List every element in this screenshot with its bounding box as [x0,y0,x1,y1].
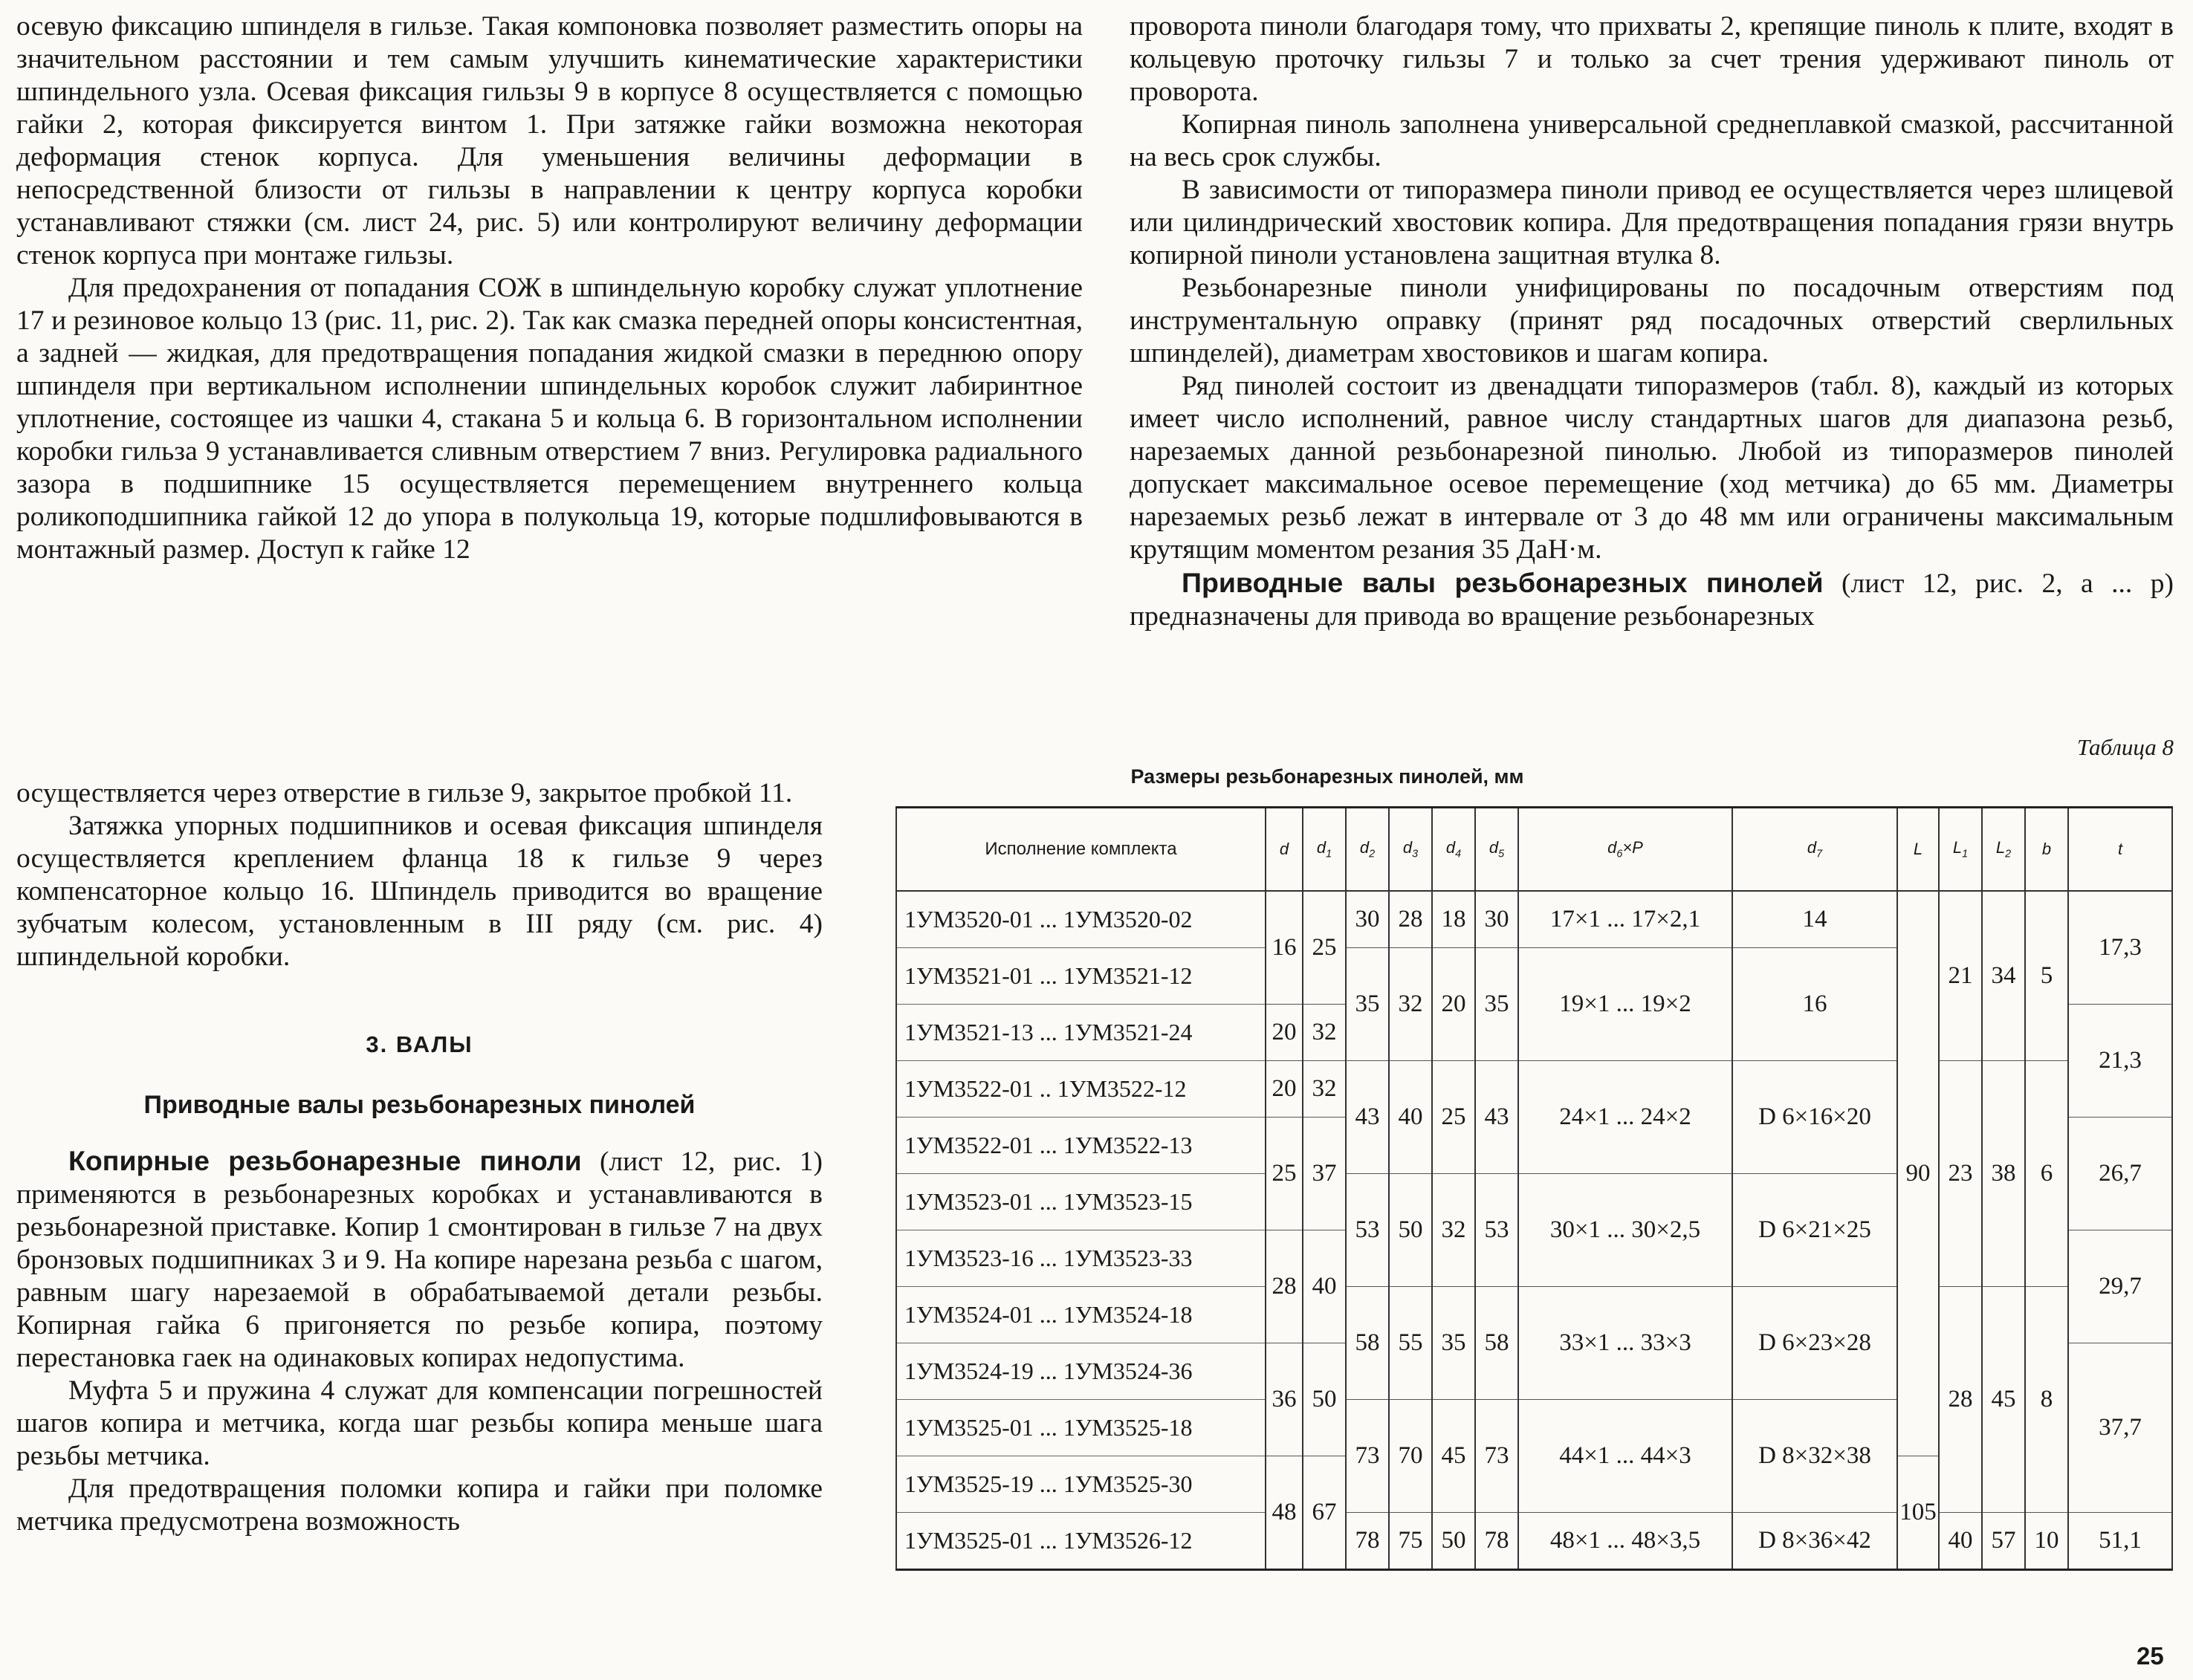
header-subscript: 5 [1498,848,1505,860]
cell-t: 37,7 [2068,1343,2172,1513]
cell-d7: 14 [1732,891,1897,948]
cell-d4: 25 [1432,1061,1475,1174]
header-subscript: 7 [1816,848,1823,860]
paragraph: В зависимости от типоразмера пиноли привод ее осуществляется через шлицевой или цилиндрический хвостовик копира. Для предотвращения попадания грязи внутрь копирной пиноли установлена защитная втулка 8. [1130,175,2174,270]
cell-d3: 28 [1389,891,1432,948]
cell-d5: 58 [1475,1287,1518,1400]
paragraph: Затяжка упорных подшипников и осевая фиксация шпинделя осуществляется креплением фланца 18 к гильзе 9 через компенсаторное кольцо 16. Шпиндель приводится во вращение зубчатым колесом, установленным в III ряду (см. рис. 4) шпиндельной коробки. [16,811,823,972]
col-header-d6p [1518,808,1732,892]
cell-d5: 53 [1475,1174,1518,1287]
col-header-L: L [1897,808,1939,892]
dimensions-table [895,806,2173,1571]
cell-model: 1УМ3524-01 ... 1УМ3524-18 [896,1287,1266,1343]
cell-d: 36 [1266,1343,1303,1456]
cell-d2: 30 [1346,891,1389,948]
subsection-title: Приводные валы резьбонарезных пинолей [143,1091,696,1119]
cell-d5: 30 [1475,891,1518,948]
col-header-t: t [2068,808,2172,892]
cell-L2: 34 [1982,891,2025,1061]
header-symbol: L [1952,838,1963,857]
cell-d6p: 17×1 ... 17×2,1 [1518,891,1732,948]
col-header-L1 [1939,808,1982,892]
paragraph-text: (лист 12, рис. 1) применяются в резьбонарезных коробках и устанавливаются в резьбонарезной приставке. Копир 1 смонтирован в гильзе 7 на двух бронзовых подшипниках 3 и 9. На копире нарезана резьба с шагом, равным шагу нарезаемой в обрабатываемой детали резьбы. Копирная гайка 6 пригоняется по резьбе копира, поэтому перестановка гаек на одинаковых копирах недопустима. [16,1147,823,1373]
cell-t: 29,7 [2068,1230,2172,1343]
cell-L1: 23 [1939,1061,1982,1287]
cell-L1: 21 [1939,891,1982,1061]
header-subscript: 1 [1962,848,1969,860]
header-symbol: d [1402,838,1413,857]
col-header-b: b [2025,808,2068,892]
cell-t: 17,3 [2068,891,2172,1005]
header-subscript: 3 [1412,848,1419,860]
cell-t: 21,3 [2068,1005,2172,1118]
cell-d3: 70 [1389,1400,1432,1513]
cell-d2: 58 [1346,1287,1389,1400]
left-column-mid [16,777,823,973]
cell-model: 1УМ3522-01 .. 1УМ3522-12 [896,1061,1266,1118]
cell-b: 10 [2025,1513,2068,1570]
cell-d4: 35 [1432,1287,1475,1400]
paragraph: Муфта 5 и пружина 4 служат для компенсации погрешностей шагов копира и метчика, когда шаг резьбы копира меньше шага резьбы метчика. [16,1375,823,1471]
col-header-d: d [1266,808,1303,892]
col-header-d7 [1732,808,1897,892]
cell-L: 105 [1897,1456,1939,1570]
cell-b: 6 [2025,1061,2068,1287]
cell-t: 26,7 [2068,1118,2172,1230]
cell-d5: 73 [1475,1400,1518,1513]
cell-model: 1УМ3520-01 ... 1УМ3520-02 [896,891,1266,948]
header-symbol: d [1316,838,1327,857]
cell-d1: 32 [1303,1061,1346,1118]
cell-d4: 32 [1432,1174,1475,1287]
cell-model: 1УМ3525-01 ... 1УМ3526-12 [896,1513,1266,1570]
header-subscript: 2 [2005,848,2012,860]
cell-d1: 50 [1303,1343,1346,1456]
col-header-d2 [1346,808,1389,892]
header-symbol: L [1995,838,2006,857]
table-caption: Размеры резьбонарезных пинолей, мм [1130,765,1524,788]
cell-model: 1УМ3523-01 ... 1УМ3523-15 [896,1174,1266,1230]
cell-d2: 43 [1346,1061,1389,1174]
cell-d3: 50 [1389,1174,1432,1287]
cell-d5: 35 [1475,948,1518,1061]
table-row [896,1287,2172,1343]
paragraph: проворота пиноли благодаря тому, что прихваты 2, крепящие пиноль к плите, входят в кольцевую проточку гильзы 7 и только за счет трения удерживают пиноль от проворота. [1130,11,2174,107]
cell-d7: 16 [1732,948,1897,1061]
paragraph: Для предохранения от попадания СОЖ в шпиндельную коробку служат уплотнение 17 и резиновое кольцо 13 (рис. 11, рис. 2). Так как смазка передней опоры консистентная, а задней — жидкая, для предотвращения попадания жидкой смазки в переднюю опору шпинделя при вертикальном исполнении шпиндельных коробок служит лабиринтное уплотнение, состоящее из чашки 4, стакана 5 и кольца 6. В горизонтальном исполнении коробки гильза 9 устанавливается сливным отверстием 7 вниз. Регулировка радиального зазора в подшипнике 15 осуществляется перемещением внутреннего кольца роликоподшипника гайкой 12 до упора в полукольца 19, которые подшлифовываются в монтажный размер. Доступ к гайке 12 [16,273,1083,565]
cell-L1: 40 [1939,1513,1982,1570]
header-subscript: 6 [1616,848,1623,860]
cell-model: 1УМ3525-01 ... 1УМ3525-18 [896,1400,1266,1456]
cell-d4: 18 [1432,891,1475,948]
cell-model: 1УМ3521-01 ... 1УМ3521-12 [896,948,1266,1005]
cell-L2: 57 [1982,1513,2025,1570]
paragraph: Резьбонарезные пиноли унифицированы по посадочным отверстиям под инструментальную оправку (принят ряд посадочных отверстий сверлильных шпинделей), диаметрам хвостовиков и шагам копира. [1130,273,2174,369]
cell-d2: 73 [1346,1400,1389,1513]
cell-model: 1УМ3521-13 ... 1УМ3521-24 [896,1005,1266,1061]
cell-d7: D 6×21×25 [1732,1174,1897,1287]
cell-d6p: 48×1 ... 48×3,5 [1518,1513,1732,1570]
cell-t: 51,1 [2068,1513,2172,1570]
cell-d: 20 [1266,1061,1303,1118]
cell-d6p: 24×1 ... 24×2 [1518,1061,1732,1174]
cell-model: 1УМ3523-16 ... 1УМ3523-33 [896,1230,1266,1287]
col-header-L2 [1982,808,2025,892]
header-subscript: 1 [1326,848,1332,860]
cell-b: 8 [2025,1287,2068,1513]
cell-d5: 43 [1475,1061,1518,1174]
cell-d7: D 6×23×28 [1732,1287,1897,1400]
paragraph [1130,566,2174,633]
paragraph [16,1144,823,1375]
cell-d: 25 [1266,1118,1303,1230]
right-column [1130,10,2174,633]
col-header-model: Исполнение комплекта [896,808,1266,892]
cell-d6p: 19×1 ... 19×2 [1518,948,1732,1061]
cell-d2: 53 [1346,1174,1389,1287]
header-subscript: 2 [1369,848,1376,860]
paragraph: Ряд пинолей состоит из двенадцати типоразмеров (табл. 8), каждый из которых имеет число исполнений, равное числу стандартных шагов для диапазона резьб, нарезаемых данной резьбонарезной пинолью. Любой из типоразмеров пинолей допускает максимальное осевое перемещение (ход метчика) до 65 мм. Диаметры нарезаемых резьб лежат в интервале от 3 до 48 мм или ограничены максимальным крутящим моментом резания 35 ДаН·м. [1130,371,2174,565]
cell-d: 28 [1266,1230,1303,1343]
cell-d6p: 33×1 ... 33×3 [1518,1287,1732,1400]
cell-d6p: 30×1 ... 30×2,5 [1518,1174,1732,1287]
cell-d1: 40 [1303,1230,1346,1343]
col-header-d5 [1475,808,1518,892]
cell-d1: 37 [1303,1118,1346,1230]
cell-d3: 32 [1389,948,1432,1061]
cell-d4: 20 [1432,948,1475,1061]
header-symbol: d [1445,838,1456,857]
header-symbol-suffix: ×P [1622,838,1643,857]
cell-d: 48 [1266,1456,1303,1570]
cell-L2: 38 [1982,1061,2025,1287]
cell-d3: 55 [1389,1287,1432,1400]
left-column-lower [16,1144,823,1538]
paragraph-text: (лист 12, рис. 2, а ... р) предназначены для привода во вращение резьбонарезных [1130,568,2174,632]
cell-d3: 40 [1389,1061,1432,1174]
header-symbol: d [1607,838,1617,857]
paragraph: осуществляется через отверстие в гильзе 9, закрытое пробкой 11. [16,778,793,808]
cell-d1: 32 [1303,1005,1346,1061]
left-column [16,10,1083,566]
cell-d3: 75 [1389,1513,1432,1570]
cell-d7: D 8×36×42 [1732,1513,1897,1570]
col-header-d4 [1432,808,1475,892]
table-row [896,1513,2172,1570]
term: Приводные валы резьбонарезных пинолей [1182,567,1824,598]
paragraph: Для предотвращения поломки копира и гайки при поломке метчика предусмотрена возможность [16,1473,823,1537]
header-symbol: d [1359,838,1370,857]
table-row [896,1061,2172,1118]
cell-model: 1УМ3524-19 ... 1УМ3524-36 [896,1343,1266,1400]
table-label: Таблица 8 [2076,734,2174,760]
paragraph: Копирная пиноль заполнена универсальной среднеплавкой смазкой, рассчитанной на весь срок службы. [1130,109,2174,172]
cell-d6p: 44×1 ... 44×3 [1518,1400,1732,1513]
page-number: 25 [2137,1642,2164,1670]
cell-d2: 78 [1346,1513,1389,1570]
cell-d: 20 [1266,1005,1303,1061]
cell-d4: 50 [1432,1513,1475,1570]
cell-d1: 25 [1303,891,1346,1005]
col-header-d1 [1303,808,1346,892]
cell-b: 5 [2025,891,2068,1061]
cell-L: 90 [1897,891,1939,1456]
cell-model: 1УМ3525-19 ... 1УМ3525-30 [896,1456,1266,1513]
section-title: 3. ВАЛЫ [366,1031,473,1057]
cell-d2: 35 [1346,948,1389,1061]
cell-model: 1УМ3522-01 ... 1УМ3522-13 [896,1118,1266,1174]
cell-d7: D 6×16×20 [1732,1061,1897,1174]
cell-d: 16 [1266,891,1303,1005]
cell-d7: D 8×32×38 [1732,1400,1897,1513]
table-header-row [896,808,2172,892]
cell-d4: 45 [1432,1400,1475,1513]
cell-d1: 67 [1303,1456,1346,1570]
paragraph: осевую фиксацию шпинделя в гильзе. Такая компоновка позволяет разместить опоры на значительном расстоянии и тем самым улучшить кинематические характеристики шпиндельного узла. Осевая фиксация гильзы 9 в корпусе 8 осуществляется с помощью гайки 2, которая фиксируется винтом 1. При затяжке гайки возможна некоторая деформация стенок корпуса. Для уменьшения величины деформации в непосредственной близости от гильзы в направлении к центру корпуса коробки устанавливают стяжки (см. лист 24, рис. 5) или контролируют величину деформации стенок корпуса при монтаже гильзы. [16,11,1083,270]
cell-d5: 78 [1475,1513,1518,1570]
header-symbol: d [1489,838,1499,857]
table-row [896,891,2172,948]
cell-L1: 28 [1939,1287,1982,1513]
col-header-d3 [1389,808,1432,892]
header-symbol: d [1807,838,1817,857]
cell-L2: 45 [1982,1287,2025,1513]
header-subscript: 4 [1455,848,1462,860]
term: Копирные резьбонарезные пиноли [68,1145,582,1176]
table-8 [895,806,2171,1571]
